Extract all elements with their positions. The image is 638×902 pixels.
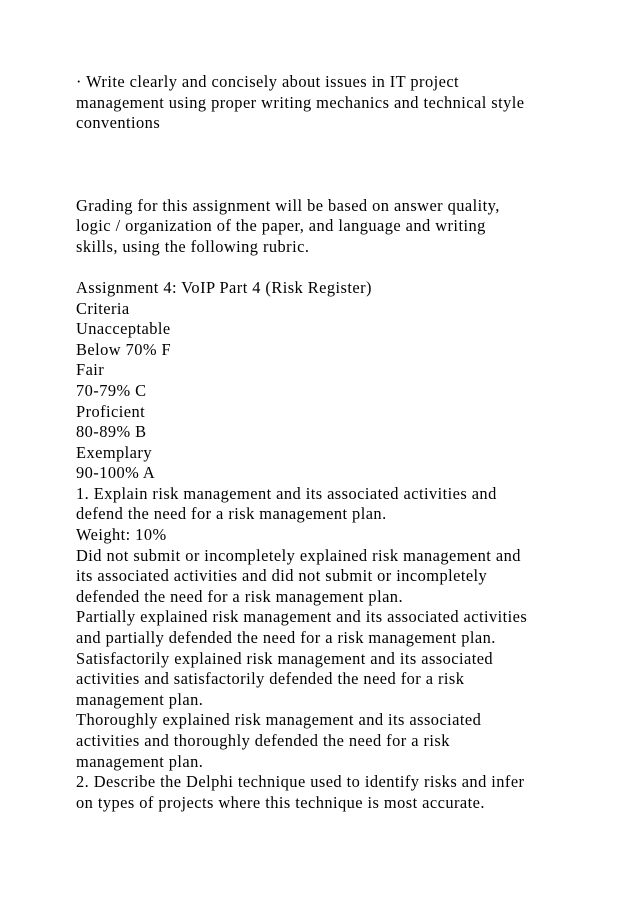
text-line: Unacceptable [76,319,171,339]
text-line: Satisfactorily explained risk management and its associated [76,648,494,668]
text-line: Weight: 10% [76,525,167,545]
text-line: management plan. [76,751,204,771]
text-line: Fair [76,360,105,380]
document-text [76,72,576,813]
text-line: 2. Describe the Delphi technique used to identify risks and infer [76,772,525,792]
text-line: defend the need for a risk management plan. [76,504,387,524]
text-line: activities and satisfactorily defended the need for a risk [76,669,465,689]
text-line: 1. Explain risk management and its associated activities and [76,483,497,503]
text-line: Proficient [76,401,146,421]
text-line: its associated activities and did not submit or incompletely [76,566,488,586]
text-line: management plan. [76,689,204,709]
text-line: Partially explained risk management and its associated activities [76,607,528,627]
blank-line [76,134,576,155]
text-line: Grading for this assignment will be based on answer quality, [76,195,500,215]
text-line: 90-100% A [76,463,156,483]
text-line: logic / organization of the paper, and language and writing [76,216,486,236]
text-line: Assignment 4: VoIP Part 4 (Risk Register) [76,277,372,297]
text-line: conventions [76,113,161,133]
text-line: on types of projects where this technique is most accurate. [76,792,485,812]
text-line: defended the need for a risk management plan. [76,586,403,606]
blank-line [76,257,576,278]
text-line: skills, using the following rubric. [76,236,310,256]
text-line: activities and thoroughly defended the need for a risk [76,731,450,750]
text-line: Did not submit or incompletely explained risk management and [76,545,521,565]
text-line: · Write clearly and concisely about issues in IT project [76,72,460,91]
blank-line [76,175,576,196]
text-line: 80-89% B [76,422,147,442]
text-line: management using proper writing mechanics and technical style [76,92,525,112]
text-line: Below 70% F [76,339,172,359]
text-line: Thoroughly explained risk management and its associated [76,710,482,730]
text-line: Criteria [76,298,130,318]
text-line: Exemplary [76,442,152,462]
blank-line [76,154,576,175]
text-line: 70-79% C [76,380,147,400]
text-line: and partially defended the need for a risk management plan. [76,628,496,648]
